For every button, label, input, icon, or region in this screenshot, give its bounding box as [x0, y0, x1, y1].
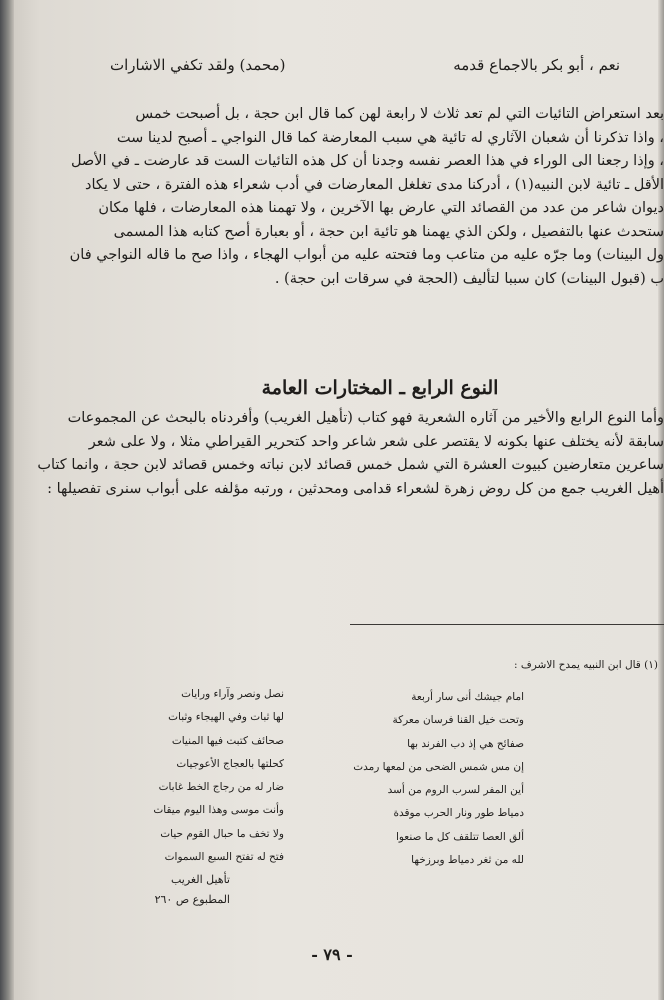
poem-line: امام جيشك أنى سار أربعة — [411, 691, 524, 703]
text-line: ب (قبول البينات) كان سببا لتأليف (الحجة في سرقات ابن حجة) . — [274, 270, 664, 287]
poem-line: لها ثبات وفي الهيجاء وثبات — [168, 711, 284, 724]
footnote-divider — [350, 624, 664, 625]
running-header — [110, 56, 620, 86]
poem-line: صفائح هي إذ دب الفرند بها — [407, 737, 524, 750]
source-page: المطبوع ص ٢٦٠ — [154, 893, 230, 906]
header-right-text: نعم ، أبو بكر بالاجماع قدمه — [453, 56, 620, 74]
text-line: الأقل ـ تائية لابن النبيه(١) ، أدركنا مدى تغلغل المعارضات في أدب شعراء هذه الفترة ، حتى لا يكاد — [85, 176, 664, 193]
text-line: أهيل الغريب جمع من كل روض زهرة لشعراء قدامى ومحدثين ، ورتبه مؤلفه على أبواب سنرى تفصيلها : — [47, 480, 664, 497]
text-line: بعد استعراض التائيات التي لم تعد ثلاث لا رابعة لهن كما قال ابن حجة ، بل أصبحت خمس — [135, 106, 664, 122]
poem-line: ألق العصا تتلقف كل ما صنعوا — [395, 830, 524, 843]
text-line: ول البينات) وما جرّه عليه من متاعب وما فتحته عليه من أبواب الهجاء ، واذا صح ما قاله النواجي فان — [69, 247, 664, 263]
poem-second-hemistichs — [114, 683, 284, 869]
text-line: ديوان شاعر من عدد من القصائد التي عارض بها الآخرين ، ولا تهمنا هذه المعارضات ، فلها مكان — [98, 200, 664, 216]
footnote-source — [140, 870, 230, 910]
poem-line: إن مس شمس الضحى من لمعها رمدت — [353, 760, 524, 773]
poem-line: دمياط طور ونار الحرب موقدة — [393, 807, 524, 820]
poem-line: وتحت خيل القنا فرسان معركة — [392, 714, 524, 727]
footnote-lead: (١) قال ابن النبيه يمدح الاشرف : — [513, 659, 658, 671]
poem-line: وأنت موسى وهذا اليوم ميقات — [153, 804, 284, 817]
source-title: تأهيل الغريب — [170, 873, 230, 886]
text-line: سابقة لأنه يختلف عنها بكونه لا يقتصر على شعر شاعر واحد كتحرير القيراطي مثلا ، ولا على شعر — [88, 433, 664, 450]
poem-line: صحائف كتبت فيها المنيات — [171, 734, 284, 747]
section-heading: النوع الرابع ـ المختارات العامة — [261, 377, 499, 399]
poem-line: أين المفر لسرب الروم من أسد — [387, 784, 524, 797]
poem-line: ضار له من رجاج الخط غابات — [158, 781, 284, 794]
header-left-text: (محمد) ولقد تكفي الاشارات — [110, 56, 286, 74]
poem-line: فتح له تفتح السبع السموات — [164, 851, 284, 864]
paragraph-tahil-al-gharib — [0, 407, 664, 501]
text-line: ستحدث عنها بالتفصيل ، ولكن الذي يهمنا هو تائية ابن حجة ، أو بعبارة أصح كتابه هذا المسمى — [113, 223, 664, 240]
poem-line: لله من ثغر دمياط وبرزخها — [411, 854, 524, 867]
text-line: ساعرين متعارضين كبيوت العشرة التي شمل خمس قصائد لابن نباته وخمس قصائد لابن حجة ، وانما كتاب — [37, 457, 664, 473]
text-line: وأما النوع الرابع والأخير من آثاره الشعرية فهو كتاب (تأهيل الغريب) وأفردناه بالبحث عن المجموعات — [67, 410, 664, 426]
page-number: - ٧٩ - — [311, 945, 353, 964]
text-line: ، واذا تذكرنا أن شعبان الآثاري له تائية هي سبب المعارضة كما قال النواجي ـ أصبح لدينا ست — [116, 129, 664, 146]
poem-line: ولا تخف ما حبال القوم حيات — [160, 827, 284, 840]
poem-line: نصل ونصر وآراء ورايات — [181, 688, 284, 700]
paragraph-tayiyyat — [0, 103, 664, 291]
poem-first-hemistichs — [353, 686, 524, 872]
poem-line: كحلتها بالعجاج الأعوجيات — [176, 757, 284, 770]
text-line: ، وإذا رجعنا الى الوراء في هذا العصر نفسه وجدنا أن كل هذه التائيات الست قد عارضت ـ في الأصل — [70, 153, 664, 169]
